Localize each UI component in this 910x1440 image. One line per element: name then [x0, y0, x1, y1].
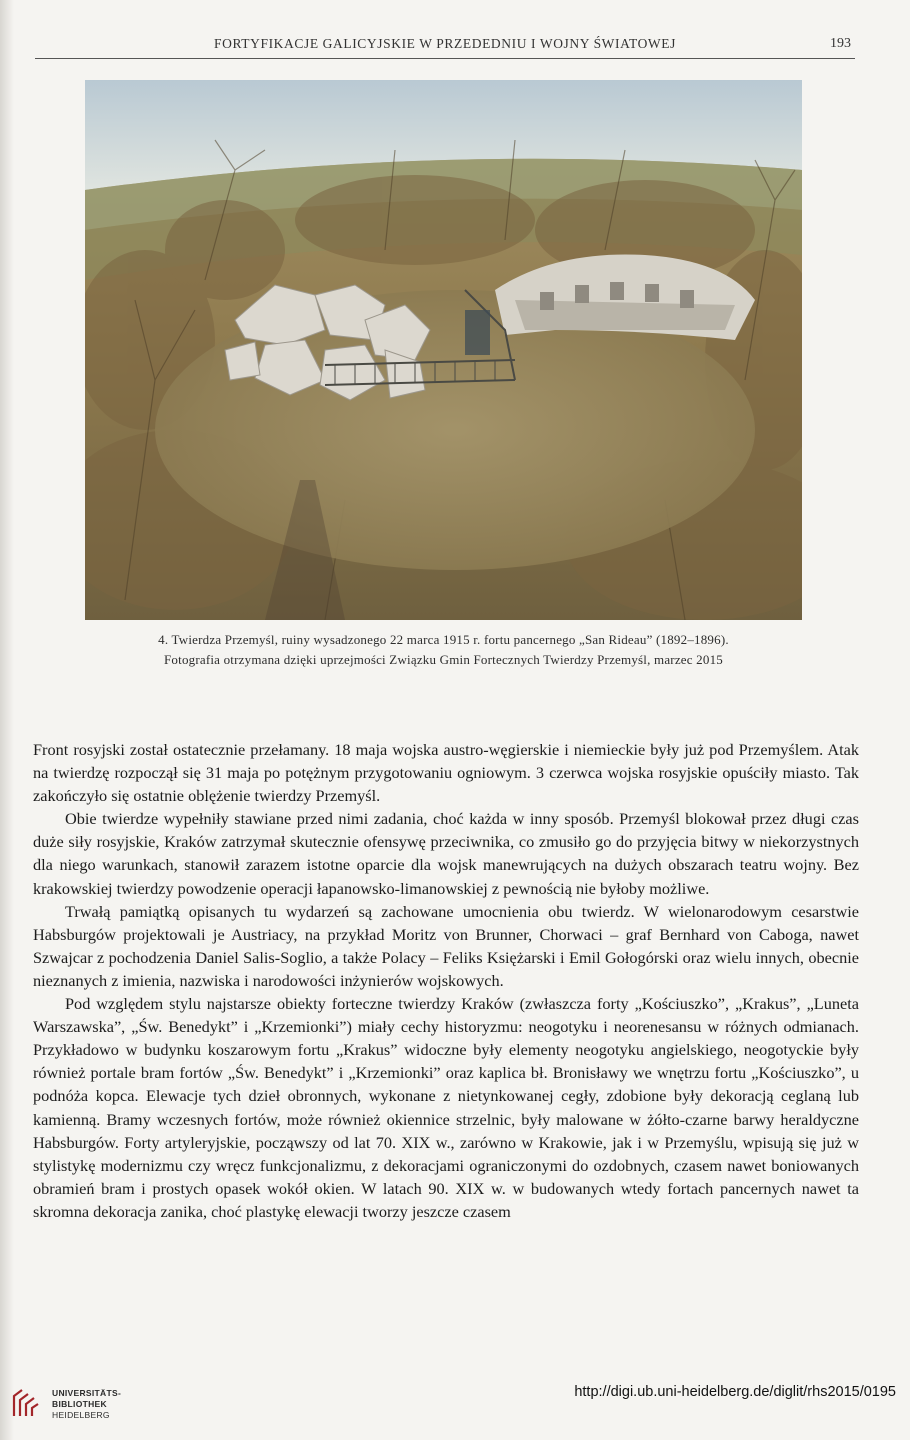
- logo-text-line-1: UNIVERSITÄTS-: [52, 1388, 122, 1398]
- logo-text-line-2: BIBLIOTHEK: [52, 1399, 107, 1409]
- fort-ruins-photo: [85, 80, 802, 620]
- paragraph: Pod względem stylu najstarsze obiekty forteczne twierdzy Kraków (zwłaszcza forty „Kościuszko”, „Krakus”, „Luneta Warszawska”, „Św. Benedykt” i „Krzemionki”) miały cechy historyzmu: neogotyku i neorenesansu w różnych odmianach. Przykładowo w budynku koszarowym fortu „Krakus” widoczne były elementy neogotyku angielskiego, neogotyckie były również portale bram fortów „Św. Benedykt” i „Krzemionki” oraz kaplica bł. Bronisławy we wnętrzu fortu „Kościuszko”, u podnóża kopca. Elewacje tych dzieł obronnych, wykonane z nietynkowanej cegły, zdobione były dekoracją ceglaną lub kamienną. Bramy wczesnych fortów, może również okiennice strzelnic, były malowane w żółto-czarne barwy heraldyczne Habsburgów. Forty artyleryjskie, począwszy od lat 70. XIX w., zarówno w Krakowie, jak i w Przemyślu, wpisują się już w stylistykę modernizmu czy wręcz funkcjonalizmu, z dekoracjami ograniczonymi do ozdobnych, czasem nawet boniowanych obramień bram i prostych opasek wokół okien. W latach 90. XIX w. w budowanych wtedy fortach pancernych nawet ta skromna dekoracja zanika, choć plastykę elewacji tworzy jeszcze czasem: [33, 994, 859, 1221]
- page-number: 193: [830, 36, 851, 51]
- page-header: [35, 36, 855, 59]
- paragraph: Obie twierdze wypełniły stawiane przed nimi zadania, choć każda w inny sposób. Przemyśl blokował przez długi czas duże siły rosyjskie, Kraków zatrzymał skutecznie ofensywę przeciwnika, co zmusiło go do przyjęcia bitwy w niekorzystnych dla niego warunkach, stanowił zarazem istotne oparcie dla wojsk manewrujących na dużych obszarach teatru wojny. Bez krakowskiej twierdzy powodzenie operacji łapanowsko-limanowskiej z pewnością nie byłoby możliwe.: [33, 809, 859, 898]
- paragraph: Front rosyjski został ostatecznie przełamany. 18 maja wojska austro-węgierskie i niemieckie były już pod Przemyślem. Atak na twierdzę rozpoczął się 31 maja po potężnym przygotowaniu ogniowym. 3 czerwca wojska rosyjskie opuściły miasto. Tak zakończyło się ostatnie oblężenie twierdzy Przemyśl.: [33, 740, 859, 806]
- library-logo-icon: [10, 1386, 42, 1420]
- body-text: [33, 738, 859, 1223]
- caption-line-2: Fotografia otrzymana dzięki uprzejmości Związku Gmin Fortecznych Twierdzy Przemyśl, marzec 2015: [164, 652, 723, 667]
- source-url-link[interactable]: http://digi.ub.uni-heidelberg.de/diglit/rhs2015/0195: [574, 1384, 896, 1400]
- library-logo[interactable]: [10, 1386, 160, 1426]
- page-edge-shadow: [0, 0, 14, 1440]
- caption-line-1: 4. Twierdza Przemyśl, ruiny wysadzonego 22 marca 1915 r. fortu pancernego „San Rideau” (1892–1896).: [158, 632, 729, 647]
- logo-text-line-3: HEIDELBERG: [52, 1410, 110, 1420]
- figure-caption: [85, 630, 802, 670]
- paragraph: Trwałą pamiątką opisanych tu wydarzeń są zachowane umocnienia obu twierdz. W wielonarodowym cesarstwie Habsburgów projektowali je Austriacy, na przykład Moritz von Brunner, Chorwaci – graf Bernhard von Caboga, nawet Szwajcar z pochodzenia Daniel Salis-Soglio, a także Polacy – Feliks Księżarski i Emil Gołogórski oraz wielu innych, obecnie nieznanych z imienia, nazwiska i narodowości inżynierów wojskowych.: [33, 901, 859, 990]
- running-title: FORTYFIKACJE GALICYJSKIE W PRZEDEDNIU I WOJNY ŚWIATOWEJ: [214, 36, 676, 51]
